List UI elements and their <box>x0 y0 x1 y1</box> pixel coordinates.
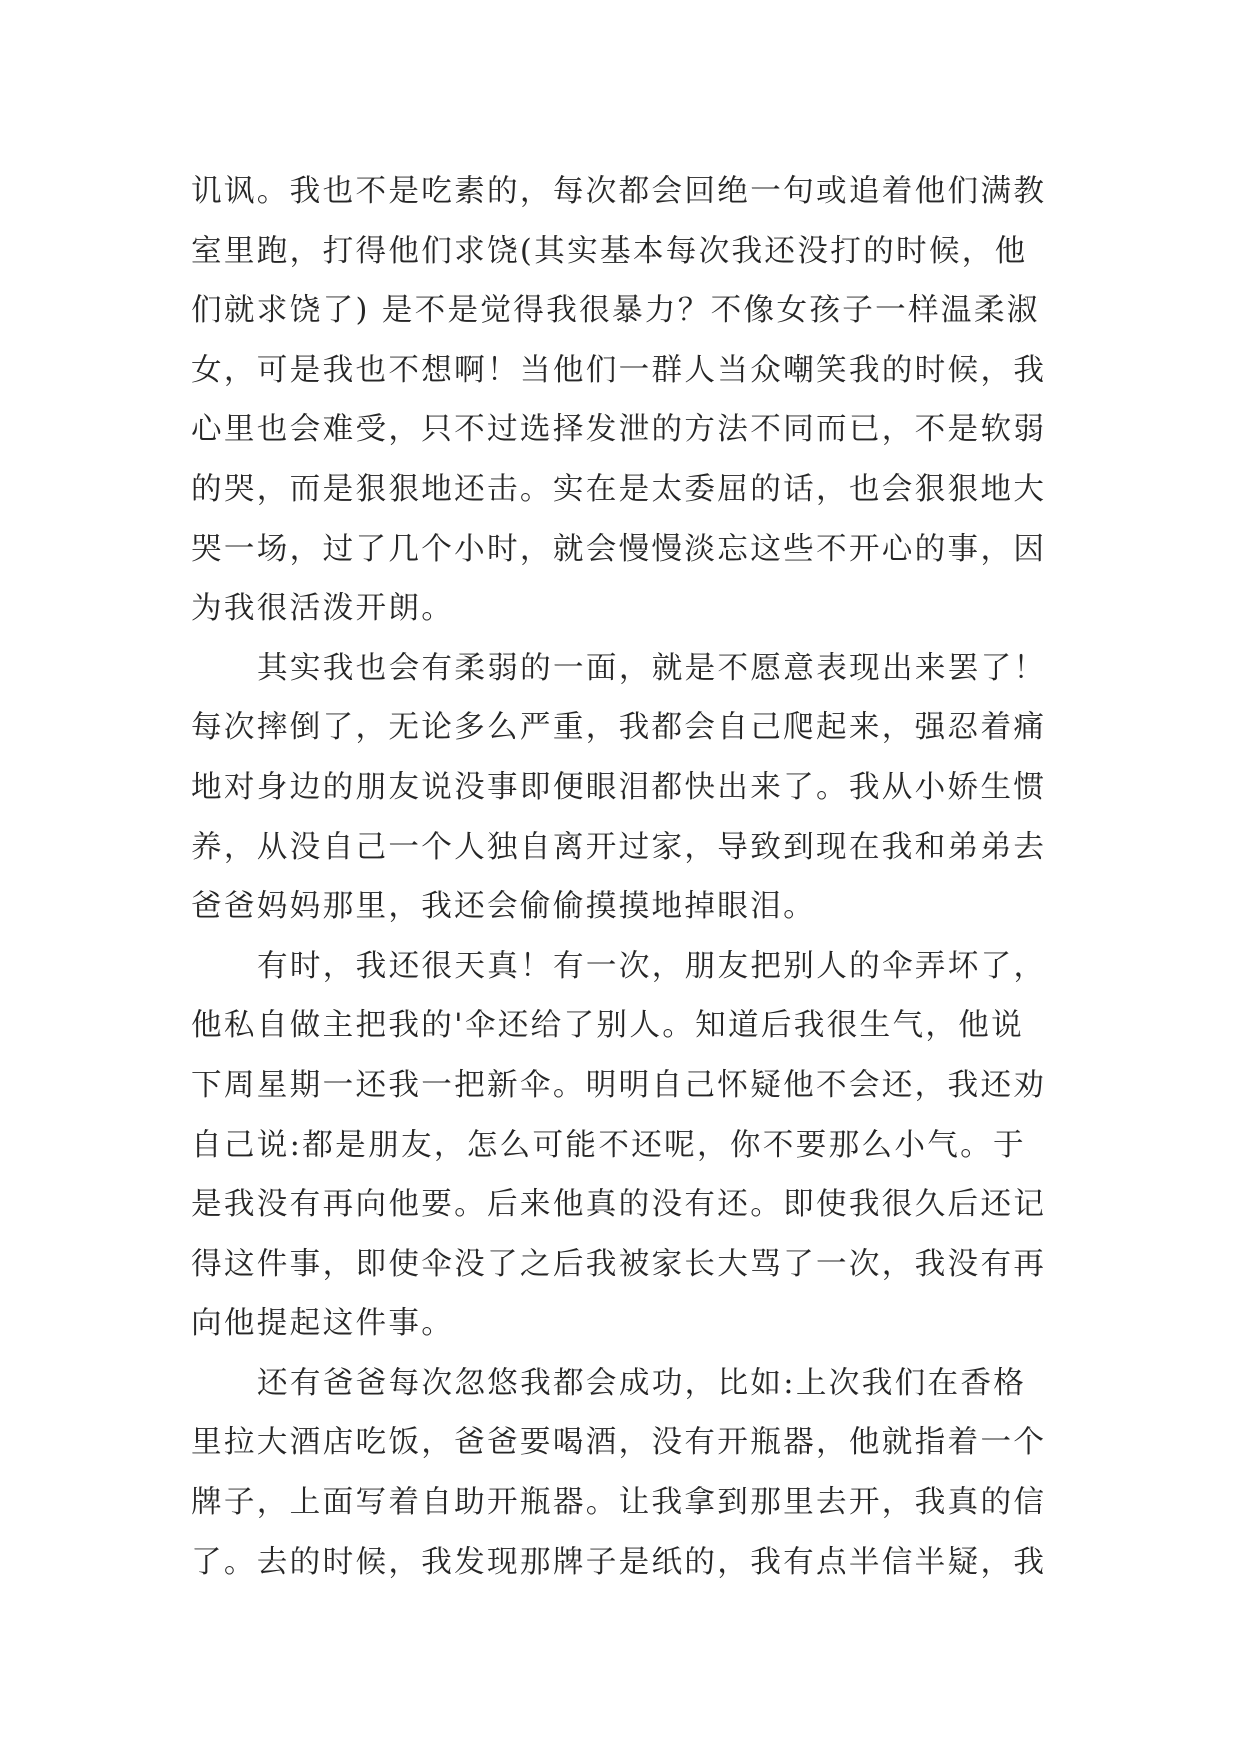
text-line: 牌子，上面写着自助开瓶器。让我拿到那里去开，我真的信 <box>191 1485 1047 1521</box>
text-line: 哭一场，过了几个小时，就会慢慢淡忘这些不开心的事，因 <box>191 531 1047 567</box>
text-line: 向他提起这件事。 <box>191 1306 455 1342</box>
text-line: 女，可是我也不想啊！当他们一群人当众嘲笑我的时候，我 <box>191 352 1047 388</box>
text-line: 每次摔倒了，无论多么严重，我都会自己爬起来，强忍着痛 <box>191 710 1047 746</box>
text-line: 的哭，而是狠狠地还击。实在是太委屈的话，也会狠狠地大 <box>191 471 1047 507</box>
text-line: 爸爸妈妈那里，我还会偷偷摸摸地掉眼泪。 <box>191 889 816 925</box>
text-line: 们就求饶了) 是不是觉得我很暴力？不像女孩子一样温柔淑 <box>191 293 1040 329</box>
body-text <box>191 162 1051 1592</box>
text-line: 里拉大酒店吃饭，爸爸要喝酒，没有开瓶器，他就指着一个 <box>191 1425 1047 1461</box>
text-line: 心里也会难受，只不过选择发泄的方法不同而已，不是软弱 <box>191 412 1047 448</box>
text-line: 下周星期一还我一把新伞。明明自己怀疑他不会还，我还劝 <box>191 1067 1047 1103</box>
text-line: 了。去的时候，我发现那牌子是纸的，我有点半信半疑，我 <box>191 1544 1047 1580</box>
text-line: 讥讽。我也不是吃素的，每次都会回绝一句或追着他们满教 <box>191 174 1047 209</box>
paragraph-first-line: 有时，我还很天真！有一次，朋友把别人的伞弄坏了， <box>257 948 1047 984</box>
text-line: 为我很活泼开朗。 <box>191 591 455 627</box>
paragraph-first-line: 还有爸爸每次忽悠我都会成功，比如:上次我们在香格 <box>257 1365 1027 1401</box>
text-line: 他私自做主把我的'伞还给了别人。知道后我很生气，他说 <box>191 1008 1025 1044</box>
paragraph-first-line: 其实我也会有柔弱的一面，就是不愿意表现出来罢了！ <box>257 650 1047 686</box>
text-line: 自己说:都是朋友，怎么可能不还呢，你不要那么小气。于 <box>191 1127 1026 1163</box>
text-line: 地对身边的朋友说没事即便眼泪都快出来了。我从小娇生惯 <box>191 769 1047 805</box>
text-line: 室里跑，打得他们求饶(其实基本每次我还没打的时候，他 <box>191 233 1028 269</box>
text-line: 养，从没自己一个人独自离开过家，导致到现在我和弟弟去 <box>191 829 1047 865</box>
text-line: 得这件事，即使伞没了之后我被家长大骂了一次，我没有再 <box>191 1246 1047 1282</box>
text-line: 是我没有再向他要。后来他真的没有还。即使我很久后还记 <box>191 1187 1047 1223</box>
